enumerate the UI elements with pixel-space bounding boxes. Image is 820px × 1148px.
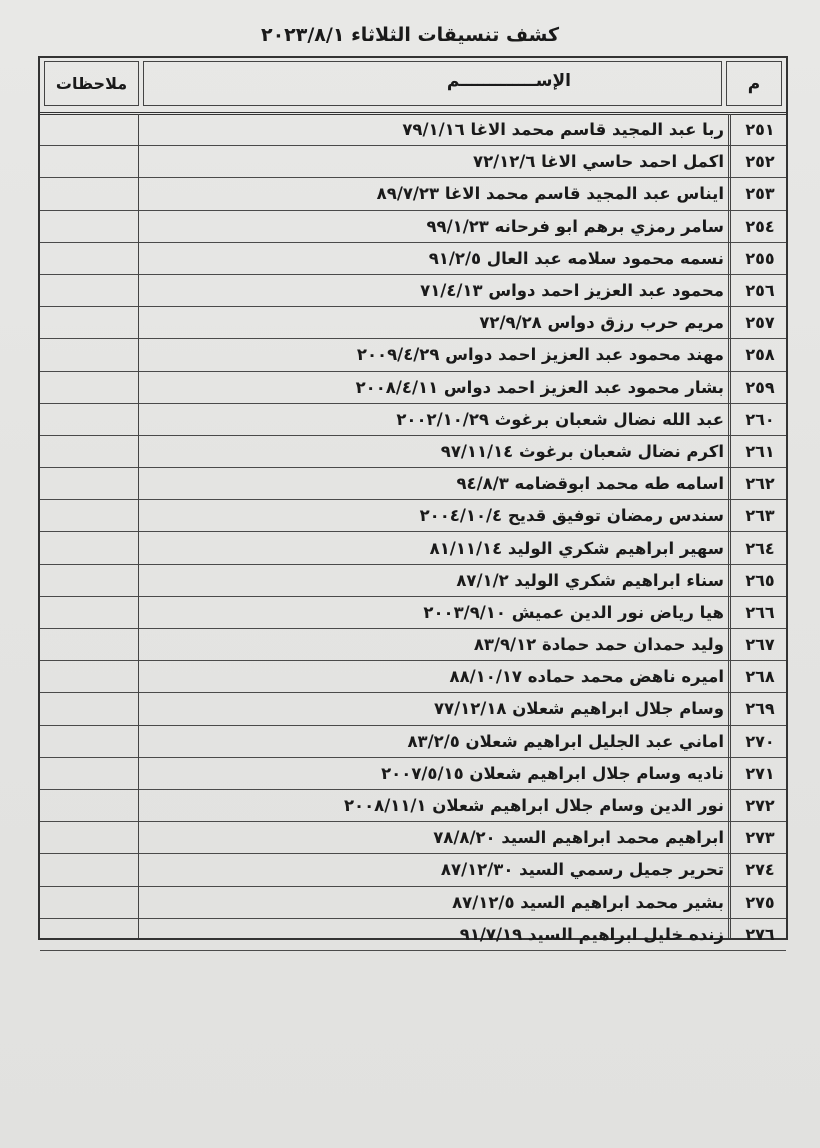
row-number: ٢٥٥ xyxy=(745,248,775,268)
row-notes xyxy=(40,565,138,596)
names-table xyxy=(38,56,788,944)
row-number: ٢٥١ xyxy=(745,120,775,140)
table-body xyxy=(40,114,786,951)
column-divider xyxy=(138,114,139,938)
row-name: سندس رمضان توفيق قديح ٢٠٠٤/١٠/٤ xyxy=(419,506,724,526)
table-row xyxy=(40,758,786,790)
table-row xyxy=(40,275,786,307)
table-row xyxy=(40,211,786,243)
table-row xyxy=(40,146,786,178)
table-header xyxy=(40,58,786,115)
row-number: ٢٧٠ xyxy=(745,731,775,751)
row-number: ٢٧٢ xyxy=(745,796,775,816)
row-number: ٢٦٦ xyxy=(745,602,775,622)
row-notes xyxy=(40,532,138,563)
row-name: وسام جلال ابراهيم شعلان ٧٧/١٢/١٨ xyxy=(433,699,724,719)
row-number: ٢٦٣ xyxy=(745,506,775,526)
row-notes xyxy=(40,114,138,145)
table-row xyxy=(40,726,786,758)
row-number: ٢٥٤ xyxy=(745,216,775,236)
row-number: ٢٥٦ xyxy=(745,281,775,301)
table-row xyxy=(40,532,786,564)
row-notes xyxy=(40,275,138,306)
table-row xyxy=(40,887,786,919)
header-number: م xyxy=(726,61,782,106)
row-notes xyxy=(40,211,138,242)
table-row xyxy=(40,468,786,500)
row-name: سناء ابراهيم شكري الوليد ٨٧/١/٢ xyxy=(456,570,724,590)
row-name: ايناس عبد المجيد قاسم محمد الاغا ٨٩/٧/٢٣ xyxy=(376,184,724,204)
row-notes xyxy=(40,693,138,724)
table-row xyxy=(40,339,786,371)
row-name: وليد حمدان حمد حمادة ٨٣/٩/١٢ xyxy=(473,635,724,655)
row-name: مريم حرب رزق دواس ٧٢/٩/٢٨ xyxy=(479,313,724,333)
table-row xyxy=(40,693,786,725)
row-number: ٢٧٤ xyxy=(745,860,775,880)
row-name: سامر رمزي برهم ابو فرحانه ٩٩/١/٢٣ xyxy=(426,216,724,236)
row-name: مهند محمود عبد العزيز احمد دواس ٢٠٠٩/٤/٢٩ xyxy=(356,345,724,365)
table-row xyxy=(40,500,786,532)
row-name: سهير ابراهيم شكري الوليد ٨١/١١/١٤ xyxy=(429,538,724,558)
row-number: ٢٦٩ xyxy=(745,699,775,719)
table-row xyxy=(40,790,786,822)
row-number: ٢٦٢ xyxy=(745,474,775,494)
row-name: اميره ناهض محمد حماده ٨٨/١٠/١٧ xyxy=(449,667,724,687)
table-row xyxy=(40,661,786,693)
row-number: ٢٧٣ xyxy=(745,828,775,848)
row-name: اكمل احمد حاسي الاغا ٧٢/١٢/٦ xyxy=(473,152,724,172)
row-name: ناديه وسام جلال ابراهيم شعلان ٢٠٠٧/٥/١٥ xyxy=(381,763,724,783)
row-name: نور الدين وسام جلال ابراهيم شعلان ٢٠٠٨/١١/١ xyxy=(343,796,724,816)
table-row xyxy=(40,404,786,436)
header-notes: ملاحظات xyxy=(44,61,139,106)
table-row xyxy=(40,372,786,404)
row-name: نسمه محمود سلامه عبد العال ٩١/٢/٥ xyxy=(428,248,724,268)
row-name: زنده خليل ابراهيم السيد ٩١/٧/١٩ xyxy=(459,924,724,944)
row-notes xyxy=(40,243,138,274)
table-row xyxy=(40,822,786,854)
row-notes xyxy=(40,468,138,499)
table-row xyxy=(40,597,786,629)
table-row xyxy=(40,919,786,951)
table-row xyxy=(40,629,786,661)
row-notes xyxy=(40,726,138,757)
row-notes xyxy=(40,822,138,853)
row-notes xyxy=(40,661,138,692)
row-number: ٢٦٨ xyxy=(745,667,775,687)
row-number: ٢٧٦ xyxy=(745,924,775,944)
row-notes xyxy=(40,436,138,467)
row-number: ٢٥٧ xyxy=(745,313,775,333)
row-number: ٢٦٥ xyxy=(745,570,775,590)
table-row xyxy=(40,243,786,275)
row-notes xyxy=(40,372,138,403)
row-notes xyxy=(40,854,138,885)
row-notes xyxy=(40,339,138,370)
row-notes xyxy=(40,404,138,435)
row-notes xyxy=(40,178,138,209)
row-number: ٢٦٤ xyxy=(745,538,775,558)
table-row xyxy=(40,854,786,886)
row-number: ٢٦٠ xyxy=(745,409,775,429)
row-name: عبد الله نضال شعبان برغوث ٢٠٠٢/١٠/٢٩ xyxy=(396,409,724,429)
row-number: ٢٦٧ xyxy=(745,635,775,655)
row-name: بشير محمد ابراهيم السيد ٨٧/١٢/٥ xyxy=(452,892,724,912)
row-notes xyxy=(40,629,138,660)
row-name: ربا عبد المجيد قاسم محمد الاغا ٧٩/١/١٦ xyxy=(402,120,724,140)
page-title: كشف تنسيقات الثلاثاء ٢٠٢٣/٨/١ xyxy=(260,24,560,46)
row-name: ابراهيم محمد ابراهيم السيد ٧٨/٨/٢٠ xyxy=(433,828,724,848)
row-notes xyxy=(40,307,138,338)
row-notes xyxy=(40,146,138,177)
row-number: ٢٦١ xyxy=(745,441,775,461)
row-notes xyxy=(40,758,138,789)
row-name: اماني عبد الجليل ابراهيم شعلان ٨٣/٢/٥ xyxy=(407,731,724,751)
row-notes xyxy=(40,500,138,531)
row-notes xyxy=(40,790,138,821)
table-row xyxy=(40,565,786,597)
row-name: اكرم نضال شعبان برغوث ٩٧/١١/١٤ xyxy=(440,441,724,461)
row-name: بشار محمود عبد العزيز احمد دواس ٢٠٠٨/٤/١١ xyxy=(355,377,724,397)
row-name: هيا رياض نور الدين عميش ٢٠٠٣/٩/١٠ xyxy=(423,602,724,622)
row-notes xyxy=(40,597,138,628)
row-number: ٢٥٨ xyxy=(745,345,775,365)
row-name: اسامه طه محمد ابوقضامه ٩٤/٨/٣ xyxy=(456,474,724,494)
table-row xyxy=(40,436,786,468)
row-name: محمود عبد العزيز احمد دواس ٧١/٤/١٣ xyxy=(420,281,724,301)
table-row xyxy=(40,114,786,146)
header-name: الإســـــــــــــم xyxy=(446,71,571,91)
header-name-cell xyxy=(143,61,722,106)
row-number: ٢٥٣ xyxy=(745,184,775,204)
row-notes xyxy=(40,919,138,950)
row-name: تحرير جميل رسمي السيد ٨٧/١٢/٣٠ xyxy=(440,860,724,880)
row-number: ٢٧١ xyxy=(745,763,775,783)
row-notes xyxy=(40,887,138,918)
row-number: ٢٥٩ xyxy=(745,377,775,397)
row-number: ٢٥٢ xyxy=(745,152,775,172)
row-number: ٢٧٥ xyxy=(745,892,775,912)
column-divider xyxy=(728,114,731,938)
table-row xyxy=(40,178,786,210)
table-row xyxy=(40,307,786,339)
